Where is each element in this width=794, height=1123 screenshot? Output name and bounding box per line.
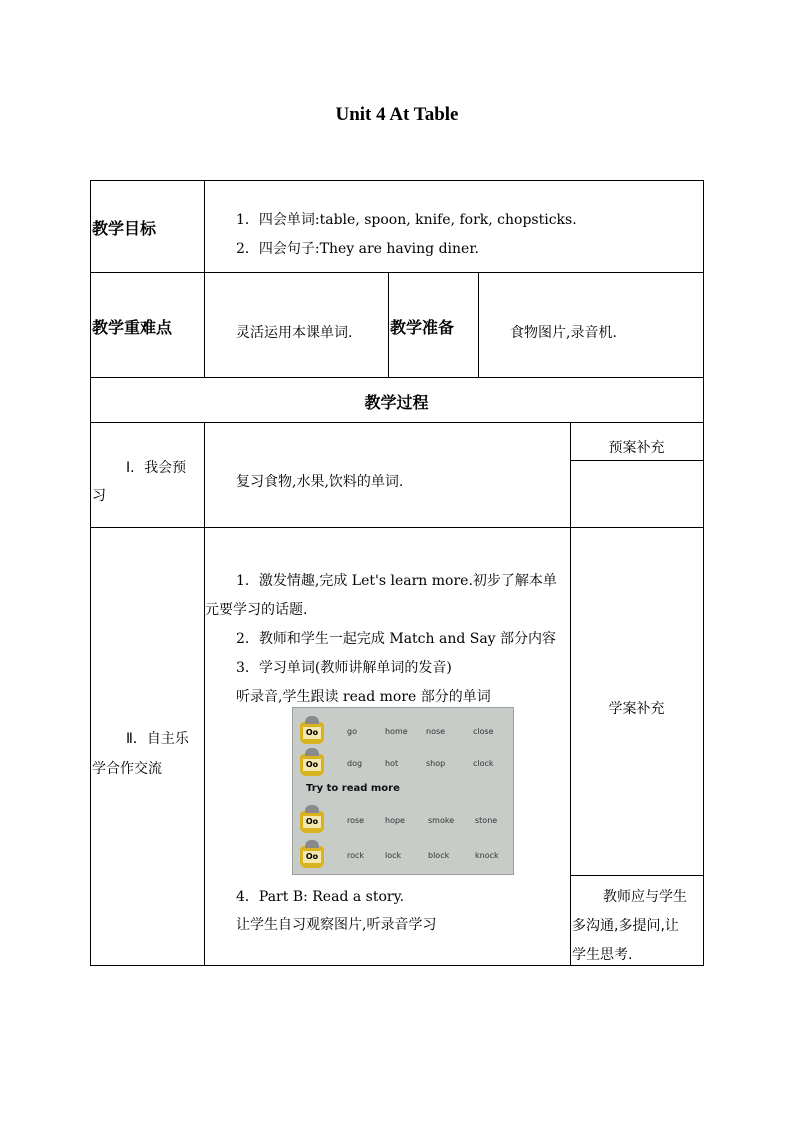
phonics-word: block — [428, 851, 450, 860]
phonics-row — [293, 844, 513, 872]
phonics-word: go — [347, 727, 357, 736]
key-points-value: 灵活运用本课单词. — [236, 325, 353, 341]
phonics-word: stone — [475, 816, 498, 825]
cooperation-label-line2: 学合作交流 — [92, 761, 162, 777]
key-points-label: 教学重难点 — [92, 318, 173, 337]
side-note-line-3: 学生思考. — [572, 947, 633, 963]
phonics-word: smoke — [428, 816, 455, 825]
side-note-line-2: 多沟通,多提问,让 — [572, 918, 679, 934]
phonics-word: shop — [426, 759, 446, 768]
phonics-word: dog — [347, 759, 363, 768]
phonics-word: hope — [385, 816, 405, 825]
phonics-row — [293, 809, 513, 837]
owl-icon: Oo — [300, 754, 324, 776]
phonics-word: hot — [385, 759, 399, 768]
cooperation-line-3: 2．教师和学生一起完成 Match and Say 部分内容 — [236, 631, 557, 647]
cooperation-side-header: 学案补充 — [608, 701, 665, 717]
phonics-word: nose — [426, 727, 446, 736]
preview-label-line2: 习 — [92, 488, 106, 504]
page-title: Unit 4 At Table — [335, 104, 459, 125]
preparation-label: 教学准备 — [390, 318, 455, 337]
side-note-line-1: 教师应与学生 — [603, 889, 687, 905]
cooperation-line-2: 元要学习的话题. — [205, 602, 308, 618]
phonics-word: clock — [473, 759, 494, 768]
owl-icon: Oo — [300, 722, 324, 744]
cooperation-after-line-2: 让学生自习观察图片,听录音学习 — [236, 917, 437, 933]
phonics-card-image — [292, 707, 514, 875]
goal-item-2: 2．四会句子:They are having diner. — [236, 241, 479, 257]
goal-label: 教学目标 — [92, 219, 157, 238]
phonics-word: close — [473, 727, 494, 736]
phonics-word: knock — [475, 851, 499, 860]
phonics-row — [293, 720, 513, 748]
phonics-word: rock — [347, 851, 365, 860]
preview-content: 复习食物,水果,饮料的单词. — [236, 474, 404, 490]
phonics-try-label: Try to read more — [306, 783, 400, 794]
owl-icon: Oo — [300, 811, 324, 833]
phonics-row — [293, 752, 513, 780]
cooperation-line-5: 听录音,学生跟读 read more 部分的单词 — [236, 689, 491, 705]
phonics-word: rose — [347, 816, 365, 825]
preparation-value: 食物图片,录音机. — [510, 325, 617, 341]
preview-side-header: 预案补充 — [608, 440, 665, 456]
owl-icon: Oo — [300, 846, 324, 868]
preview-label-line1: Ⅰ．我会预 — [126, 460, 187, 476]
cooperation-line-1: 1．激发情趣,完成 Let's learn more.初步了解本单 — [236, 573, 557, 589]
cooperation-line-4: 3．学习单词(教师讲解单词的发音) — [236, 660, 452, 676]
process-header: 教学过程 — [364, 393, 429, 412]
phonics-word: home — [385, 727, 408, 736]
cooperation-after-line-1: 4．Part B: Read a story. — [236, 889, 405, 905]
goal-item-1: 1．四会单词:table, spoon, knife, fork, chopsticks. — [236, 212, 577, 228]
cooperation-label-line1: Ⅱ．自主乐 — [126, 731, 189, 747]
phonics-word: lock — [385, 851, 402, 860]
